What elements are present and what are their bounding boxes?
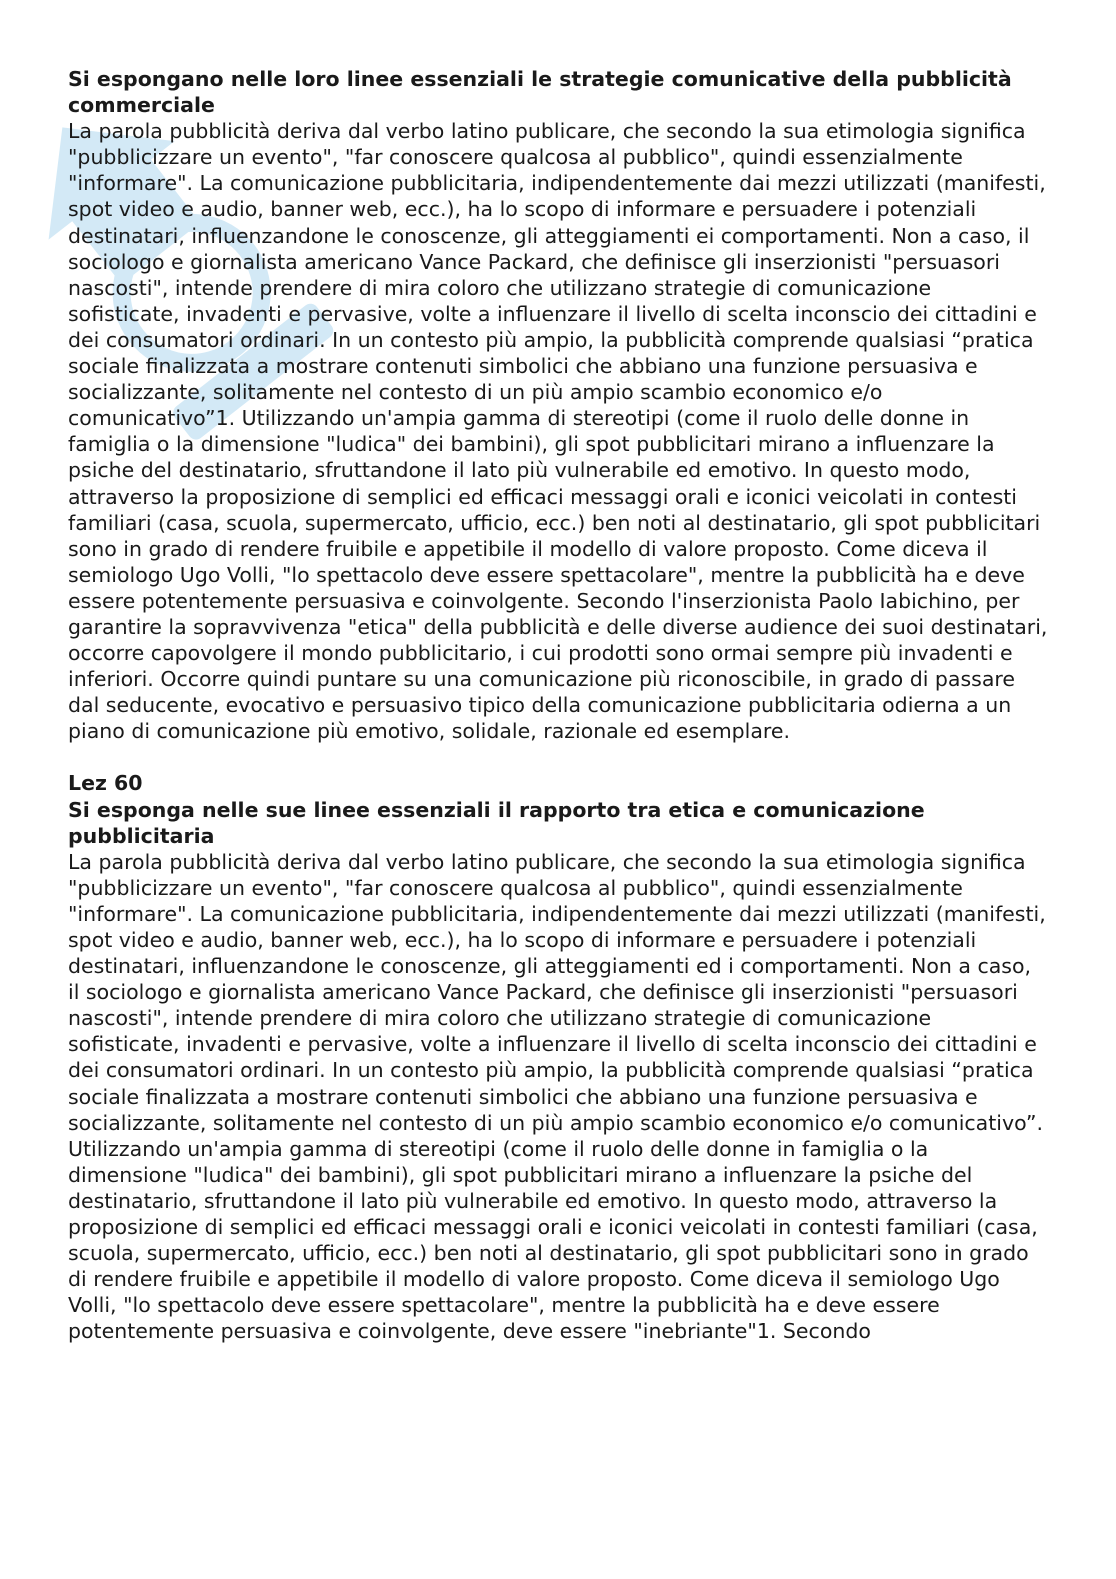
lesson-label: Lez 60 (68, 771, 143, 796)
section1-body: La parola pubblicità deriva dal verbo latino publicare, che secondo la sua etimologia significa "pubblicizzare un evento", "far conoscere qualcosa al pubblico", quindi essenzialmente "informare". La comunicazione pubblicitaria, indipendentemente dai mezzi utilizzati (manifesti, spot video e audio, banner web, ecc.), ha lo scopo di informare e persuadere i potenziali destinatari, influenzandone le conoscenze, gli atteggiamenti ei comportamenti. Non a caso, il sociologo e giornalista americano Vance Packard, che definisce gli inserzionisti "persuasori nascosti", intende prendere di mira coloro che utilizzano strategie di comunicazione sofisticate, invadenti e pervasive, volte a influenzare il livello di scelta inconscio dei cittadini e dei consumatori ordinari. In un contesto più ampio, la pubblicità comprende qualsiasi “pratica sociale finalizzata a mostrare contenuti simbolici che abbiano una funzione persuasiva e socializzante, solitamente nel contesto di un più ampio scambio economico e/o comunicativo”1. Utilizzando un'ampia gamma di stereotipi (come il ruolo delle donne in famiglia o la dimensione "ludica" dei bambini), gli spot pubblicitari mirano a influenzare la psiche del destinatario, sfruttandone il lato più vulnerabile ed emotivo. In questo modo, attraverso la proposizione di semplici ed efficaci messaggi orali e iconici veicolati in contesti familiari (casa, scuola, supermercato, ufficio, ecc.) ben noti al destinatario, gli spot pubblicitari sono in grado di rendere fruibile e appetibile il modello di valore proposto. Come diceva il semiologo Ugo Volli, "lo spettacolo deve essere spettacolare", mentre la pubblicità ha e deve essere potentemente persuasiva e coinvolgente. Secondo l'inserzionista Paolo Iabichino, per garantire la sopravvivenza "etica" della pubblicità e delle diverse audience dei suoi destinatari, occorre capovolgere il mondo pubblicitario, i cui prodotti sono ormai sempre più invadenti e inferiori. Occorre quindi puntare su una comunicazione più riconoscibile, in grado di passare dal seducente, evocativo e persuasivo tipico della comunicazione pubblicitaria odierna a un piano di comunicazione più emotivo, solidale, razionale ed esemplare. (68, 119, 1048, 744)
section2-body: La parola pubblicità deriva dal verbo latino publicare, che secondo la sua etimologia significa "pubblicizzare un evento", "far conoscere qualcosa al pubblico", quindi essenzialmente "informare". La comunicazione pubblicitaria, indipendentemente dai mezzi utilizzati (manifesti, spot video e audio, banner web, ecc.), ha lo scopo di informare e persuadere i potenziali destinatari, influenzandone le conoscenze, gli atteggiamenti ed i comportamenti. Non a caso, il sociologo e giornalista americano Vance Packard, che definisce gli inserzionisti "persuasori nascosti", intende prendere di mira coloro che utilizzano strategie di comunicazione sofisticate, invadenti e pervasive, volte a influenzare il livello di scelta inconscio dei cittadini e dei consumatori ordinari. In un contesto più ampio, la pubblicità comprende qualsiasi “pratica sociale finalizzata a mostrare contenuti simbolici che abbiano una funzione persuasiva e socializzante, solitamente nel contesto di un più ampio scambio economico e/o comunicativo”. Utilizzando un'ampia gamma di stereotipi (come il ruolo delle donne in famiglia o la dimensione "ludica" dei bambini), gli spot pubblicitari mirano a influenzare la psiche del destinatario, sfruttandone il lato più vulnerabile ed emotivo. In questo modo, attraverso la proposizione di semplici ed efficaci messaggi orali e iconici veicolati in contesti familiari (casa, scuola, supermercato, ufficio, ecc.) ben noti al destinatario, gli spot pubblicitari sono in grado di rendere fruibile e appetibile il modello di valore proposto. Come diceva il semiologo Ugo Volli, "lo spettacolo deve essere spettacolare", mentre la pubblicità ha e deve essere potentemente persuasiva e coinvolgente, deve essere "inebriante"1. Secondo (68, 849, 1046, 1344)
section1-title: Si espongano nelle loro linee essenziali le strategie comunicative della pubblicità commerciale (68, 67, 1012, 118)
section2-title: Si esponga nelle sue linee essenziali il rapporto tra etica e comunicazione pubblicitaria (68, 797, 925, 848)
document-content (68, 66, 1048, 1345)
section-spacer (68, 744, 1048, 770)
